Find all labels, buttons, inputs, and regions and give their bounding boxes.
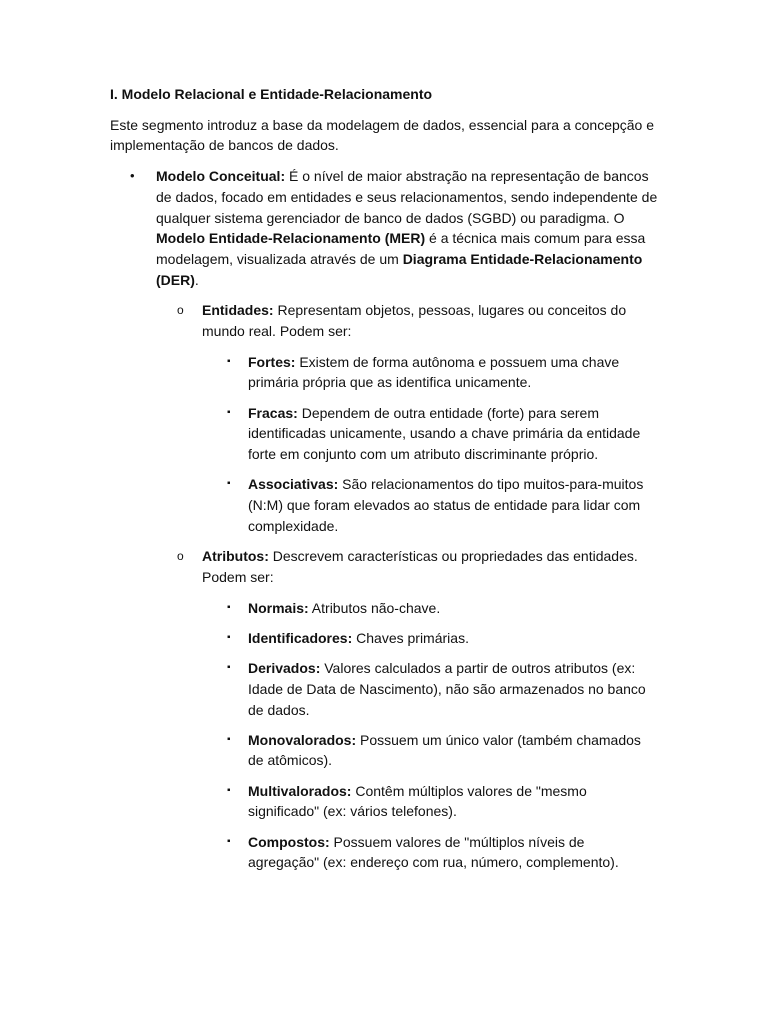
list-item-multivalorados [202,781,658,822]
associativas-text: São relacionamentos do tipo muitos-para-muitos (N:M) que foram elevados ao status de entidade para lidar com complexidade. [248,476,644,534]
list-item-compostos [202,832,658,873]
square-bullet-icon: ▪ [227,733,231,745]
square-bullet-icon: ▪ [227,835,231,847]
multivalorados-text: Contêm múltiplos valores de "mesmo significado" (ex: vários telefones). [248,782,587,820]
list-item-normais [202,598,658,619]
square-bullet-icon: ▪ [227,784,231,796]
term-fracas: Fracas: [248,404,298,421]
term-fortes: Fortes: [248,353,296,370]
list-item-fortes [202,352,658,393]
square-bullet-icon: ▪ [227,478,231,490]
compostos-text: Possuem valores de "múltiplos níveis de agregação" (ex: endereço com rua, número, complemento). [248,833,619,871]
list-item-monovalorados [202,730,658,771]
term-entidades: Entidades: [202,302,274,319]
square-bullet-icon: ▪ [227,662,231,674]
main-list [110,166,658,873]
term-monovalorados: Monovalorados: [248,731,357,748]
term-multivalorados: Multivalorados: [248,782,352,799]
conceitual-text-1: É o nível de maior abstração na representação de bancos de dados, focado em entidades e seus relacionamentos, sendo independente de qualquer sistema gerenciador de banco de dados (SGBD) ou paradigma. O [156,168,658,226]
intro-paragraph: Este segmento introduz a base da modelagem de dados, essencial para a concepção e implementação de bancos de dados. [110,116,655,154]
fracas-text: Dependem de outra entidade (forte) para serem identificadas unicamente, usando a chave primária da entidade forte em conjunto com um atributo discriminante próprio. [248,404,641,463]
normais-text: Atributos não-chave. [308,599,441,616]
conceitual-text-2: é a técnica mais comum para essa modelagem, visualizada através de um [156,230,646,267]
bullet-icon: • [130,168,135,184]
term-associativas: Associativas: [248,476,339,493]
square-bullet-icon: ▪ [227,631,231,643]
square-bullet-icon: ▪ [227,355,231,367]
circle-bullet-icon: o [177,549,184,564]
term-compostos: Compostos: [248,833,330,850]
square-bullet-icon: ▪ [227,601,231,613]
sub-list [156,300,658,873]
term-der: Diagrama Entidade-Relacionamento (DER) [156,250,643,288]
list-item-fracas [202,403,658,465]
identificadores-text: Chaves primárias. [352,629,469,646]
conceitual-text-3: . [194,271,199,288]
term-derivados: Derivados: [248,660,321,677]
document-page [110,84,658,883]
list-item-atributos [156,546,658,873]
fortes-text: Existem de forma autônoma e possuem uma chave primária própria que as identifica unicamente. [248,353,620,391]
entidades-text: Representam objetos, pessoas, lugares ou conceitos do mundo real. Podem ser: [202,302,627,340]
atributos-text: Descrevem características ou propriedades das entidades. Podem ser: [202,548,638,586]
list-item-associativas [202,474,658,536]
term-normais: Normais: [248,599,309,616]
derivados-text: Valores calculados a partir de outros atributos (ex: Idade de Data de Nascimento), não são armazenados no banco de dados. [248,660,646,718]
entidades-types-list [202,352,658,537]
monovalorados-text: Possuem um único valor (também chamados de atômicos). [248,731,641,769]
term-mer: Modelo Entidade-Relacionamento (MER) [156,230,426,247]
list-item-entidades [156,300,658,536]
circle-bullet-icon: o [177,303,184,318]
term-identificadores: Identificadores: [248,629,353,646]
list-item-derivados [202,658,658,720]
list-item-modelo-conceitual [110,166,658,873]
list-item-identificadores [202,628,658,649]
section-heading: I. Modelo Relacional e Entidade-Relacionamento [110,86,433,102]
term-modelo-conceitual: Modelo Conceitual: [156,168,286,185]
square-bullet-icon: ▪ [227,406,231,418]
atributos-types-list [202,598,658,873]
term-atributos: Atributos: [202,548,269,565]
